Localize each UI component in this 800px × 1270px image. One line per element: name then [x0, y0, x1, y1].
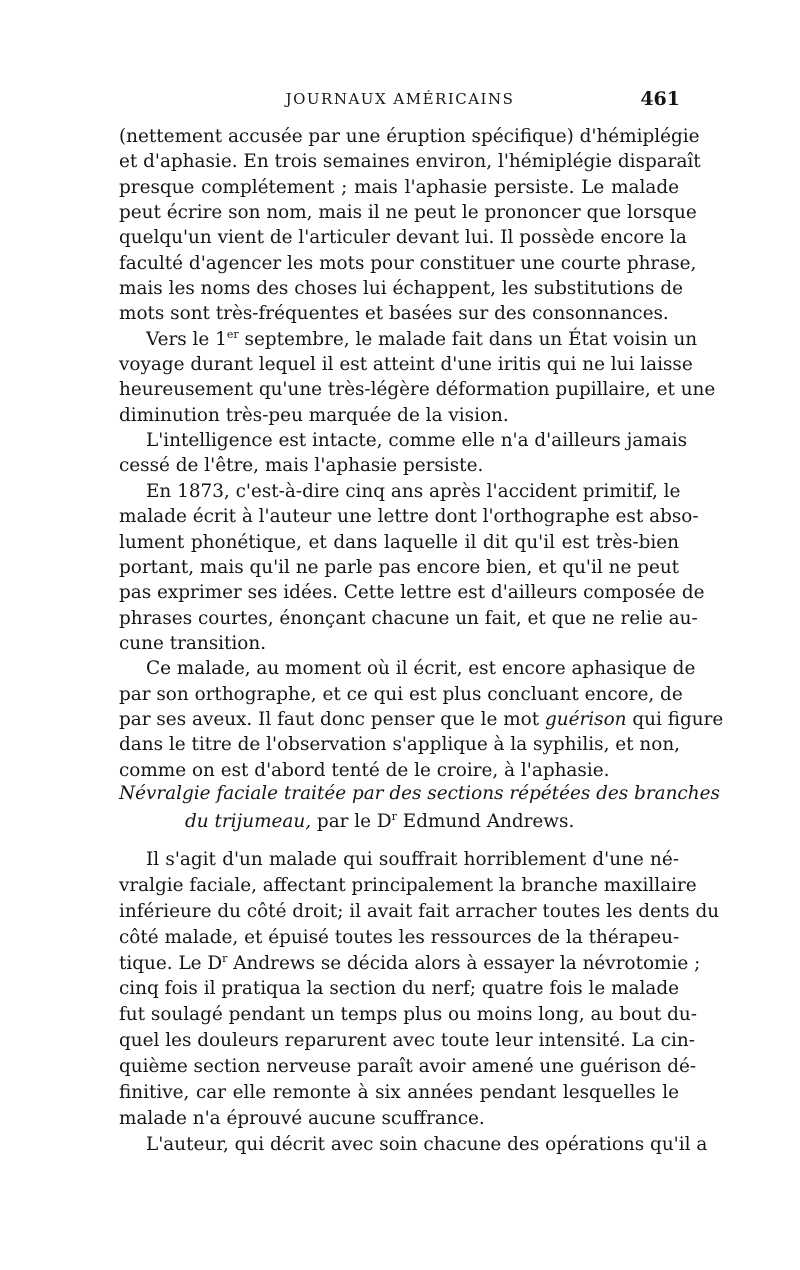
text-line: fut soulagé pendant un temps plus ou moins long, au bout du-	[119, 1004, 697, 1026]
superscript: r	[391, 810, 397, 823]
article-title	[119, 780, 720, 836]
title-author: Edmund Andrews.	[396, 811, 575, 832]
running-head: JOURNAUX AMÉRICAINS	[285, 90, 515, 108]
text-line: pas exprimer ses idées. Cette lettre est d'ailleurs composée de	[119, 582, 705, 604]
text-fragment: qui figure	[632, 708, 724, 730]
text-line: comme on est d'abord tenté de le croire, à l'aphasie.	[119, 759, 610, 781]
text-line: cinq fois il pratiqua la section du nerf; quatre fois le malade	[119, 978, 679, 1000]
text-line: heureusement qu'une très-légère déformation pupillaire, et une	[119, 379, 716, 401]
text-line: faculté d'agencer les mots pour constituer une courte phrase,	[119, 252, 697, 274]
text-line: et d'aphasie. En trois semaines environ, l'hémiplégie disparaît	[119, 151, 701, 173]
superscript: er	[226, 327, 239, 341]
text-line: inférieure du côté droit; il avait fait arracher toutes les dents du	[119, 900, 720, 922]
text-fragment: septembre, le malade fait dans un État voisin un	[238, 328, 698, 350]
text-line: portant, mais qu'il ne parle pas encore bien, et qu'il ne peut	[119, 556, 680, 578]
text-line	[119, 707, 724, 732]
text-line: cessé de l'être, mais l'aphasie persiste.	[119, 455, 484, 477]
text-line	[119, 327, 698, 352]
text-line: quelqu'un vient de l'articuler devant lui. Il possède encore la	[119, 227, 687, 249]
body-text-bottom	[119, 847, 720, 1158]
page-number: 461	[640, 88, 680, 110]
title-italic: du trijumeau,	[185, 811, 312, 832]
text-line: L'intelligence est intacte, comme elle n'a d'ailleurs jamais	[146, 430, 688, 452]
text-line: malade écrit à l'auteur une lettre dont l'orthographe est abso-	[119, 506, 699, 528]
text-line: vralgie faciale, affectant principalement la branche maxillaire	[119, 874, 697, 896]
article-title-line-2	[119, 808, 679, 836]
text-line: peut écrire son nom, mais il ne peut le prononcer que lorsque	[119, 202, 697, 224]
page-header	[120, 90, 680, 120]
text-line: Il s'agit d'un malade qui souffrait horriblement d'une né-	[146, 849, 679, 870]
text-line: Ce malade, au moment où il écrit, est encore aphasique de	[146, 658, 696, 680]
text-fragment: Andrews se décida alors à essayer la névrotomie ;	[227, 952, 701, 974]
text-line: quel les douleurs reparurent avec toute leur intensité. La cin-	[119, 1030, 695, 1052]
text-line: quième section nerveuse paraît avoir amené une guérison dé-	[119, 1056, 697, 1078]
text-line: L'auteur, qui décrit avec soin chacune des opérations qu'il a	[146, 1133, 708, 1155]
text-line: diminution très-peu marquée de la vision.	[119, 404, 509, 426]
text-fragment: tique. Le D	[119, 952, 223, 974]
article-title-line-1: Névralgie faciale traitée par des sections répétées des branches	[119, 783, 720, 804]
body-text-top	[119, 124, 724, 783]
text-line: mots sont très-fréquentes et basées sur des consonnances.	[119, 303, 669, 325]
text-line	[119, 951, 701, 977]
text-line: presque complétement ; mais l'aphasie persiste. Le malade	[119, 176, 679, 198]
text-line: (nettement accusée par une éruption spécifique) d'hémiplégie	[119, 126, 700, 147]
text-line: malade n'a éprouvé aucune scuffrance.	[119, 1107, 485, 1129]
text-line: En 1873, c'est-à-dire cinq ans après l'accident primitif, le	[146, 480, 681, 502]
text-line: voyage durant lequel il est atteint d'une iritis qui ne lui laisse	[119, 354, 693, 376]
italic-word: guérison	[544, 708, 627, 730]
text-line: phrases courtes, énonçant chacune un fait, et que ne relie au-	[119, 607, 698, 629]
text-fragment: par ses aveux. Il faut donc penser que le mot	[119, 708, 540, 730]
text-line: cune transition.	[119, 632, 267, 654]
superscript: r	[222, 951, 228, 965]
title-byline: par le D	[316, 811, 392, 832]
text-line: finitive, car elle remonte à six années pendant lesquelles le	[119, 1082, 679, 1104]
text-line: lument phonétique, et dans laquelle il dit qu'il est très-bien	[119, 531, 679, 553]
text-line: mais les noms des choses lui échappent, les substitutions de	[119, 278, 683, 300]
text-line: dans le titre de l'observation s'applique à la syphilis, et non,	[119, 734, 681, 756]
text-line: par son orthographe, et ce qui est plus concluant encore, de	[119, 683, 683, 705]
text-line: côté malade, et épuisé toutes les ressources de la thérapeu-	[119, 926, 680, 948]
text-fragment: Vers le 1	[146, 328, 227, 350]
